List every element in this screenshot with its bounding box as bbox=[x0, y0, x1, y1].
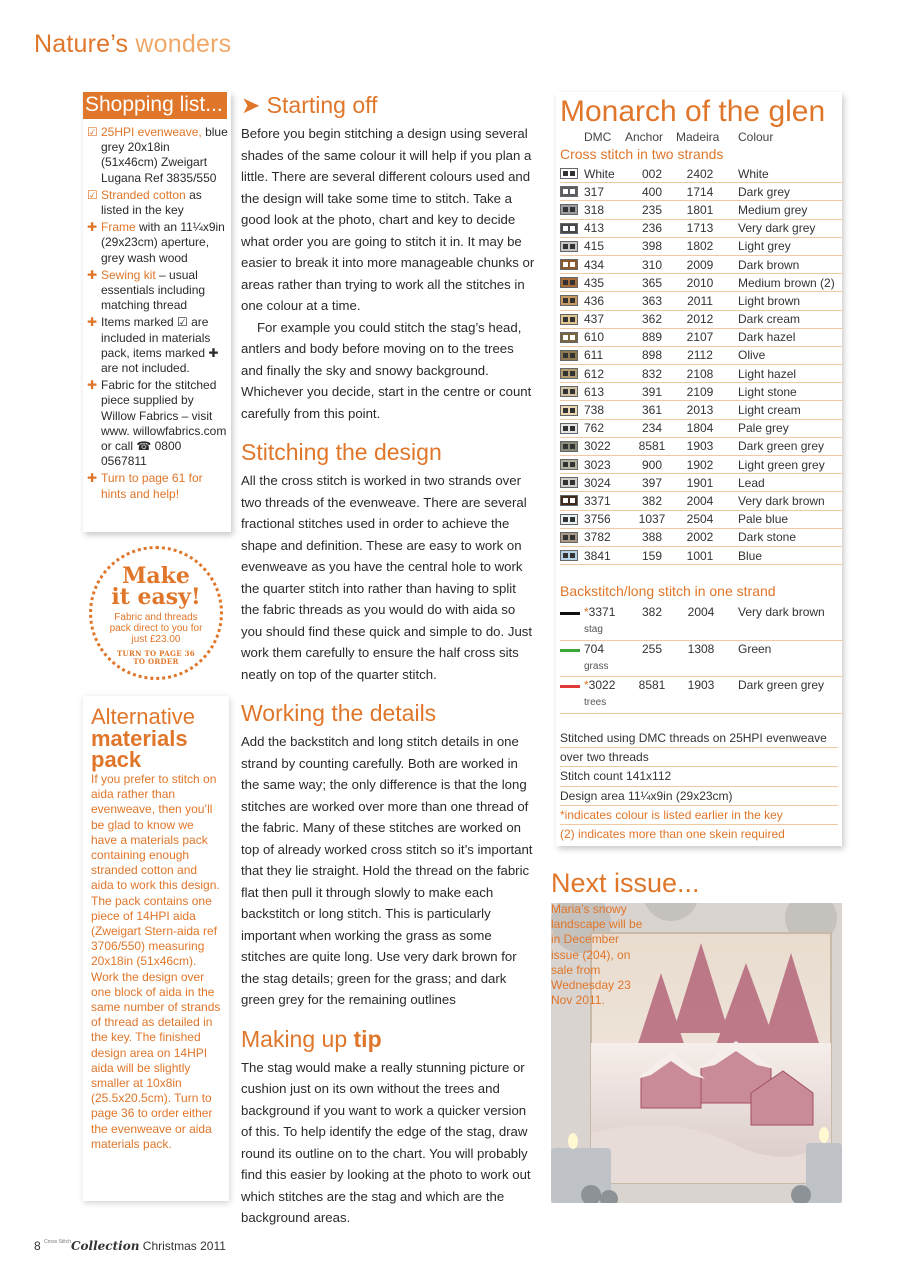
next-issue-title: Next issue... bbox=[551, 868, 700, 898]
thread-row bbox=[560, 492, 842, 510]
footnote-line: Stitch count 141x112 bbox=[560, 767, 838, 786]
badge-title-line1: Make bbox=[122, 563, 190, 589]
thread-dmc: 318 bbox=[584, 202, 605, 217]
thread-madeira: 2112 bbox=[687, 348, 713, 363]
thread-anchor: 235 bbox=[641, 202, 663, 217]
backstitch-heading: Backstitch/long stitch in one strand bbox=[560, 583, 776, 599]
section-making-up-tip bbox=[241, 1025, 537, 1053]
thread-row bbox=[560, 438, 842, 456]
asterisk-marker: * bbox=[584, 605, 589, 619]
thread-dmc: 3022 bbox=[584, 439, 611, 454]
backstitch-row bbox=[560, 677, 842, 714]
thread-anchor: 236 bbox=[641, 221, 663, 236]
checkbox-icon: ☑ bbox=[87, 187, 98, 202]
backstitch-table bbox=[560, 604, 842, 714]
thread-colour: Medium grey bbox=[738, 202, 808, 217]
shopping-list-item-text bbox=[101, 125, 229, 186]
section-title-sub: wonders bbox=[135, 30, 232, 58]
thread-anchor: 234 bbox=[641, 421, 663, 436]
item-text: Fabric for the stitched piece supplied by Willow Fabrics – visit www. willowfabrics.com or call ☎ 0800 0567811 bbox=[101, 378, 227, 469]
badge-title-line2: it easy! bbox=[111, 584, 201, 610]
backstitch-dmc-value: 704 bbox=[584, 641, 605, 656]
thread-row bbox=[560, 401, 842, 419]
thread-row bbox=[560, 292, 842, 310]
stitch-symbol-icon bbox=[560, 186, 578, 197]
thread-anchor: 310 bbox=[641, 257, 663, 272]
col-madeira: Madeira bbox=[676, 130, 720, 144]
thread-madeira: 2011 bbox=[687, 293, 713, 308]
col-dmc: DMC bbox=[584, 130, 612, 144]
paragraph: Before you begin stitching a design using several shades of the same colour it will help if you plan a little. There are several different colours used and the design will take some time to stitch. Take a good look at the photo, chart and key to decide what order you are going to stitch it in. It may be easier to break it into more manageable chunks or areas rather than trying to work all the stitches in one colour at a time. bbox=[241, 126, 535, 313]
thread-madeira: 2004 bbox=[686, 493, 714, 508]
thread-colour: Lead bbox=[738, 475, 765, 490]
thread-dmc: 613 bbox=[584, 384, 605, 399]
thread-dmc: 436 bbox=[584, 293, 605, 308]
shopping-list-item-text bbox=[101, 268, 229, 314]
backstitch-row bbox=[560, 604, 842, 641]
shopping-list-item bbox=[87, 188, 229, 218]
stitch-symbol-icon bbox=[560, 350, 578, 361]
thread-row bbox=[560, 420, 842, 438]
plus-icon: ✚ bbox=[87, 315, 98, 330]
thread-dmc: 413 bbox=[584, 221, 605, 236]
shopping-list-item-text bbox=[101, 471, 229, 501]
shopping-list-title: Shopping list... bbox=[83, 92, 227, 119]
stitch-symbol-icon bbox=[560, 477, 578, 488]
thread-dmc: 437 bbox=[584, 312, 605, 327]
shopping-list-item-text bbox=[101, 315, 229, 376]
thread-madeira: 2002 bbox=[686, 530, 714, 545]
col-colour: Colour bbox=[738, 130, 774, 144]
item-highlight: Sewing kit bbox=[101, 267, 156, 282]
page-number: 8 bbox=[34, 1239, 41, 1253]
footnote-line: Design area 11¼x9in (29x23cm) bbox=[560, 787, 838, 806]
stitch-symbol-icon bbox=[560, 277, 578, 288]
thread-madeira: 2009 bbox=[686, 257, 714, 272]
thread-row bbox=[560, 529, 842, 547]
thread-dmc: 610 bbox=[584, 330, 605, 345]
stitch-symbol-icon bbox=[560, 295, 578, 306]
thread-madeira: 1903 bbox=[686, 439, 714, 454]
stitch-symbol-icon bbox=[560, 168, 578, 179]
badge-text: Fabric and threads pack direct to you for just £23.00 bbox=[109, 612, 203, 645]
footnote-line: *indicates colour is listed earlier in the key bbox=[560, 806, 838, 825]
thread-anchor: 8581 bbox=[638, 439, 666, 454]
thread-dmc: 611 bbox=[584, 348, 604, 363]
thread-anchor: 1037 bbox=[638, 512, 666, 527]
stitch-symbol-icon bbox=[560, 204, 578, 215]
thread-madeira: 2108 bbox=[686, 366, 714, 381]
thread-dmc: 3841 bbox=[584, 548, 611, 563]
key-footnotes bbox=[560, 729, 838, 843]
stitch-symbol-icon bbox=[560, 495, 578, 506]
item-text: blue grey 20x18in (51x46cm) Zweigart Lugana Ref 3835/550 bbox=[101, 125, 228, 185]
article-column bbox=[241, 91, 537, 1229]
thread-colour: Very dark grey bbox=[738, 221, 816, 236]
thread-dmc: 317 bbox=[584, 184, 605, 199]
thread-madeira: 1902 bbox=[686, 457, 714, 472]
paragraph: Add the backstitch and long stitch details in one strand by counting carefully. Both are worked in the same way; the only difference is that the long stitches are worked over more than one thread of the fabric. Many of these stitches are worked on top of already worked cross stitch so it’s important that they lie straight. Hold the thread on the fabric flat then pull it through slowly to make each backstitch or long stitch. This is particularly important when working the grass as some stitches are quite long. Use very dark brown for the stag details; green for the grass; and dark green grey for the remaining outlines bbox=[241, 734, 533, 1007]
thread-madeira: 1802 bbox=[686, 239, 714, 254]
plus-icon: ✚ bbox=[87, 267, 98, 282]
thread-anchor: 002 bbox=[641, 166, 663, 181]
backstitch-dmc bbox=[584, 642, 604, 656]
backstitch-madeira: 2004 bbox=[687, 605, 715, 619]
thread-colour: Light grey bbox=[738, 239, 791, 254]
thread-anchor: 900 bbox=[641, 457, 663, 472]
thread-madeira: 2013 bbox=[686, 403, 714, 418]
thread-dmc: 415 bbox=[584, 239, 605, 254]
thread-colour: Very dark brown bbox=[738, 493, 825, 508]
thread-colour: Light stone bbox=[738, 384, 797, 399]
backstitch-anchor: 8581 bbox=[638, 678, 666, 692]
stitch-symbol-icon bbox=[560, 550, 578, 561]
arrow-icon: ➤ bbox=[241, 92, 261, 118]
thread-row bbox=[560, 274, 842, 292]
shopping-list-items bbox=[87, 125, 229, 504]
stitch-symbol-icon bbox=[560, 405, 578, 416]
cross-stitch-heading: Cross stitch in two strands bbox=[560, 146, 724, 162]
backstitch-colour: Very dark brown bbox=[738, 605, 825, 619]
item-text: – usual essentials including matching thread bbox=[101, 267, 206, 313]
thread-dmc: 3782 bbox=[584, 530, 611, 545]
stitch-symbol-icon bbox=[560, 386, 578, 397]
thread-madeira: 1801 bbox=[686, 202, 714, 217]
thread-anchor: 388 bbox=[641, 530, 663, 545]
brand-logo: Collection bbox=[70, 1239, 140, 1253]
item-highlight: 25HPI evenweave, bbox=[101, 125, 202, 139]
thread-madeira: 1714 bbox=[686, 184, 714, 199]
shopping-list-item bbox=[87, 315, 229, 376]
section-title: Starting off bbox=[266, 92, 378, 118]
alt-body-text: If you prefer to stitch on aida rather than evenweave, then you’ll be glad to know we have a materials pack containing enough stranded cotton and aida to work this design. The pack contains one piece of 14HPI aida (Zweigart Stern-aida ref 3706/550) measuring 20x18in (51x46cm). Work the design over one block of aida in the same number of strands of thread as detailed in the key. The finished design area on 14HPI aida will be slightly smaller at 10x8in (25.5x20.5cm). Turn to page 36 to order either the evenweave or aida materials pack. bbox=[91, 772, 221, 1151]
backstitch-madeira: 1308 bbox=[687, 641, 715, 656]
thread-row bbox=[560, 329, 842, 347]
thread-row bbox=[560, 201, 842, 219]
make-it-easy-badge[interactable] bbox=[89, 546, 223, 680]
alt-title-line2: materials bbox=[91, 726, 188, 751]
shopping-list-item bbox=[87, 220, 229, 266]
cross-stitch-table bbox=[560, 165, 842, 565]
stitch-symbol-icon bbox=[560, 423, 578, 434]
shopping-list-item-text bbox=[101, 378, 229, 469]
thread-colour: Dark green grey bbox=[738, 439, 825, 454]
section-title: Making up bbox=[241, 1025, 354, 1052]
section-working-details: Working the details bbox=[241, 700, 437, 726]
stitch-symbol-icon bbox=[560, 332, 578, 343]
page-footer bbox=[34, 1239, 226, 1253]
backstitch-anchor: 382 bbox=[641, 605, 663, 619]
thread-row bbox=[560, 456, 842, 474]
thread-colour: Pale grey bbox=[738, 421, 789, 436]
thread-anchor: 397 bbox=[641, 475, 663, 490]
thread-colour: Light brown bbox=[738, 293, 801, 308]
stitch-symbol-icon bbox=[560, 441, 578, 452]
thread-dmc: 738 bbox=[584, 403, 605, 418]
backstitch-anchor: 255 bbox=[641, 641, 663, 656]
thread-anchor: 382 bbox=[641, 493, 663, 508]
thread-colour: Dark brown bbox=[738, 257, 800, 272]
paragraph: The stag would make a really stunning picture or cushion just on its own without the trees and background if you want to work a quicker version of this. To help identify the edge of the stag, draw round its outline on to the chart. You will probably find this easier by looking at the photo to work out which stitches are the stag and which are the background areas. bbox=[241, 1059, 531, 1225]
brand-small: Cross Stitch bbox=[44, 1239, 71, 1245]
thread-row bbox=[560, 383, 842, 401]
paragraph: For example you could stitch the stag’s head, antlers and body before moving on to the trees and finally the sky and snowy background. Whichever you decide, start in the centre or count carefully from this point. bbox=[241, 319, 532, 421]
alt-title-bold bbox=[91, 728, 221, 770]
thread-dmc: 3756 bbox=[584, 512, 611, 527]
next-issue-text: Maria’s snowy landscape will be in December issue (204), on sale from Wednesday 23 Nov 2011. bbox=[551, 902, 643, 1008]
thread-row bbox=[560, 311, 842, 329]
plus-icon: ✚ bbox=[87, 220, 98, 235]
paragraph: All the cross stitch is worked in two strands over two threads of the evenweave. There are several fractional stitches used in order to achieve the shape and definition. These are easy to work on evenweave as you have the central hole to work the quarter stitch into rather than having to split the fabric threads as you would do with aida so you should find these quick and simple to do. Just work them carefully to ensure the half cross sits neatly on top of the quarter stitch. bbox=[241, 473, 533, 682]
footnote-line: over two threads bbox=[560, 748, 838, 767]
thread-dmc: 612 bbox=[584, 366, 605, 381]
thread-colour: Olive bbox=[738, 348, 766, 363]
stitch-symbol-icon bbox=[560, 314, 578, 325]
thread-colour: Pale blue bbox=[738, 512, 789, 527]
plus-icon: ✚ bbox=[87, 378, 98, 393]
thread-colour: White bbox=[738, 166, 769, 181]
backstitch-line-swatch bbox=[560, 685, 580, 688]
backstitch-madeira: 1903 bbox=[687, 678, 715, 692]
thread-dmc: 435 bbox=[584, 275, 605, 290]
backstitch-colour: Dark green grey bbox=[738, 678, 825, 692]
asterisk-marker: * bbox=[584, 678, 589, 692]
thread-colour: Light hazel bbox=[738, 366, 797, 381]
thread-anchor: 363 bbox=[641, 293, 663, 308]
backstitch-line-swatch bbox=[560, 612, 580, 615]
thread-dmc: 3023 bbox=[584, 457, 611, 472]
thread-dmc: 762 bbox=[584, 421, 605, 436]
thread-row bbox=[560, 547, 842, 565]
checkbox-icon: ☑ bbox=[87, 125, 98, 139]
thread-madeira: 2010 bbox=[686, 275, 714, 290]
thread-colour: Light green grey bbox=[738, 457, 825, 472]
thread-anchor: 362 bbox=[641, 312, 663, 327]
thread-madeira: 2012 bbox=[686, 312, 714, 327]
backstitch-dmc-value: 3371 bbox=[588, 605, 616, 619]
thread-colour: Blue bbox=[738, 548, 763, 563]
backstitch-dmc bbox=[584, 605, 615, 619]
shopping-list-item bbox=[87, 125, 229, 186]
badge-cta-line1: TURN TO PAGE 36 bbox=[117, 649, 195, 658]
stitch-symbol-icon bbox=[560, 532, 578, 543]
thread-colour: Dark hazel bbox=[738, 330, 796, 345]
thread-row bbox=[560, 511, 842, 529]
item-highlight: Stranded cotton bbox=[101, 187, 186, 202]
backstitch-note: stag bbox=[584, 624, 603, 635]
item-text: with an 11¼x9in (29x23cm) aperture, grey wash wood bbox=[101, 220, 225, 265]
shopping-list-item-text bbox=[101, 188, 229, 218]
thread-madeira: 2109 bbox=[686, 384, 714, 399]
thread-anchor: 159 bbox=[641, 548, 663, 563]
thread-row bbox=[560, 183, 842, 201]
thread-key-panel bbox=[556, 92, 842, 846]
thread-anchor: 365 bbox=[641, 275, 663, 290]
thread-row bbox=[560, 256, 842, 274]
shopping-list-item bbox=[87, 378, 229, 469]
thread-row bbox=[560, 474, 842, 492]
shopping-list-item bbox=[87, 268, 229, 314]
plus-icon: ✚ bbox=[87, 471, 98, 486]
thread-anchor: 391 bbox=[641, 384, 663, 399]
thread-anchor: 832 bbox=[641, 366, 663, 381]
backstitch-colour: Green bbox=[738, 641, 772, 656]
section-starting-off bbox=[241, 91, 537, 119]
thread-colour: Dark cream bbox=[738, 312, 801, 327]
thread-row bbox=[560, 238, 842, 256]
stitch-symbol-icon bbox=[560, 514, 578, 525]
thread-row bbox=[560, 220, 842, 238]
stitch-symbol-icon bbox=[560, 259, 578, 270]
stitch-symbol-icon bbox=[560, 459, 578, 470]
thread-row bbox=[560, 365, 842, 383]
thread-anchor: 889 bbox=[641, 330, 663, 345]
thread-madeira: 1001 bbox=[686, 548, 714, 563]
issue-label: Christmas 2011 bbox=[142, 1239, 226, 1253]
backstitch-note: grass bbox=[584, 660, 609, 672]
thread-madeira: 1804 bbox=[686, 421, 714, 436]
thread-dmc: White bbox=[584, 166, 615, 181]
alt-title-line1: Alternative bbox=[91, 704, 195, 729]
badge-title bbox=[92, 563, 220, 610]
key-column-headers bbox=[584, 130, 773, 144]
stitch-symbol-icon bbox=[560, 368, 578, 379]
backstitch-dmc bbox=[584, 678, 615, 692]
section-title-main: Nature’s bbox=[34, 30, 129, 58]
backstitch-line-swatch bbox=[560, 649, 580, 652]
item-text: Items marked ☑ are included in materials pack, items marked ✚ are not included. bbox=[101, 315, 219, 376]
thread-colour: Medium brown (2) bbox=[738, 275, 835, 290]
thread-dmc: 434 bbox=[584, 257, 605, 272]
stitch-symbol-icon bbox=[560, 223, 578, 234]
page-section-title bbox=[34, 30, 231, 59]
thread-dmc: 3024 bbox=[584, 475, 611, 490]
badge-cta bbox=[92, 650, 220, 666]
thread-madeira: 2504 bbox=[686, 512, 714, 527]
section-title-bold: tip bbox=[353, 1025, 382, 1052]
backstitch-dmc-value: 3022 bbox=[588, 678, 616, 692]
thread-row bbox=[560, 347, 842, 365]
shopping-list-item bbox=[87, 471, 229, 501]
item-text: as listed in the key bbox=[101, 187, 202, 218]
shopping-list-item-text bbox=[101, 220, 229, 266]
item-highlight: Frame bbox=[101, 220, 136, 235]
alt-title-line3: pack bbox=[91, 747, 142, 772]
thread-madeira: 2402 bbox=[686, 166, 714, 181]
alternative-materials-box bbox=[83, 696, 229, 1201]
thread-colour: Dark grey bbox=[738, 184, 791, 199]
section-stitching-design: Stitching the design bbox=[241, 439, 442, 465]
thread-colour: Light cream bbox=[738, 403, 801, 418]
thread-row bbox=[560, 165, 842, 183]
thread-anchor: 898 bbox=[641, 348, 663, 363]
item-highlight: Turn to page 61 for hints and help! bbox=[101, 471, 203, 501]
thread-colour: Dark stone bbox=[738, 530, 797, 545]
stitch-symbol-icon bbox=[560, 241, 578, 252]
thread-madeira: 1901 bbox=[686, 475, 714, 490]
backstitch-row bbox=[560, 641, 842, 678]
key-title: Monarch of the glen bbox=[560, 95, 826, 128]
backstitch-note: trees bbox=[584, 697, 607, 708]
badge-cta-line2: TO ORDER bbox=[133, 657, 179, 666]
thread-madeira: 1713 bbox=[686, 221, 714, 236]
footnote-line: Stitched using DMC threads on 25HPI evenweave bbox=[560, 729, 838, 748]
col-anchor: Anchor bbox=[625, 130, 664, 144]
shopping-list-box bbox=[83, 92, 231, 532]
footnote-line: (2) indicates more than one skein required bbox=[560, 827, 785, 842]
thread-anchor: 400 bbox=[641, 184, 663, 199]
thread-dmc: 3371 bbox=[584, 493, 611, 508]
thread-anchor: 361 bbox=[641, 403, 663, 418]
thread-madeira: 2107 bbox=[686, 330, 714, 345]
thread-anchor: 398 bbox=[641, 239, 663, 254]
